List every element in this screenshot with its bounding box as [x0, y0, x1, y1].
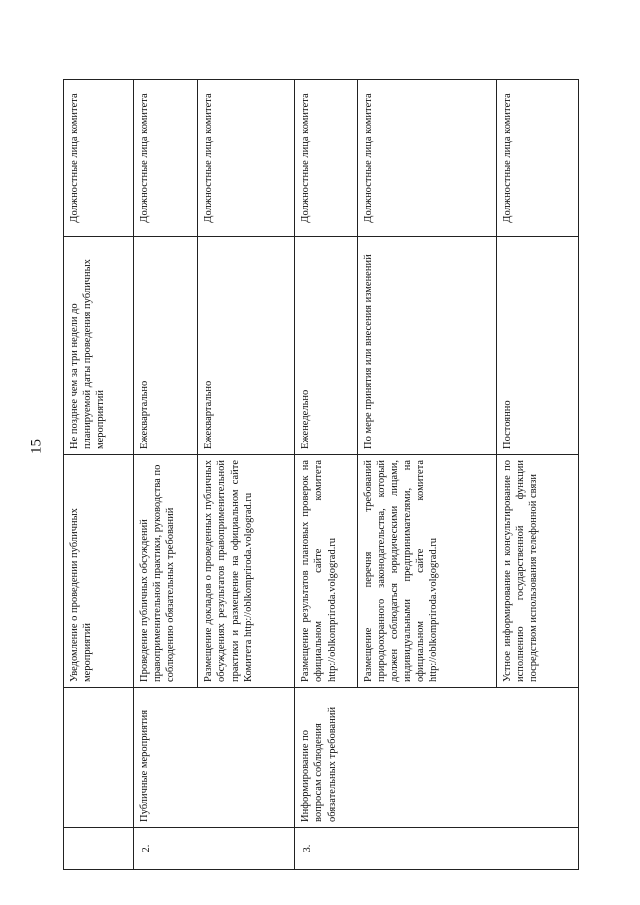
- cell-period: Ежеквартально: [133, 237, 198, 455]
- cell-period: По мере принятия или внесения изменений: [357, 237, 496, 455]
- cell-type: [64, 688, 134, 828]
- cell-responsible: Должностные лица комитета: [496, 80, 578, 237]
- table-row: [133, 80, 198, 870]
- cell-period: Постоянно: [496, 237, 578, 455]
- cell-period: Ежеквартально: [198, 237, 295, 455]
- cell-responsible: Должностные лица комитета: [295, 80, 357, 237]
- cell-type: Публичные мероприятия: [133, 688, 295, 828]
- cell-activity: Проведение публичных обсуждений правоприменительной практики, руководства по соблюдению обязательных требований: [133, 455, 198, 688]
- cell-activity: Устное информирование и консультирование по исполнению государственной функции посредством использования телефонной связи: [496, 455, 578, 688]
- cell-activity: Уведомление о проведении публичных мероприятий: [64, 455, 134, 688]
- table-row: [64, 80, 134, 870]
- rotated-table: [63, 80, 579, 870]
- cell-responsible: Должностные лица комитета: [64, 80, 134, 237]
- page-number: 15: [28, 439, 45, 454]
- cell-responsible: Должностные лица комитета: [133, 80, 198, 237]
- cell-number: 3.: [295, 828, 579, 870]
- cell-number: 2.: [133, 828, 295, 870]
- cell-activity: Размещение докладов о проведенных публичных обсуждениях результатов правоприменительной практики и размещение на официальном сайте Комитета http://oblkompriroda.volgograd.ru: [198, 455, 295, 688]
- cell-number: [64, 828, 134, 870]
- table-container: [63, 80, 579, 870]
- cell-type: Информирование по вопросам соблюдения обязательных требований: [295, 688, 579, 828]
- cell-responsible: Должностные лица комитета: [357, 80, 496, 237]
- cell-period: Еженедельно: [295, 237, 357, 455]
- prevention-plan-table: [63, 79, 579, 870]
- cell-activity: Размещение перечня требований природоохранного законодательства, который должен соблюдаться юридическими лицами, индивидуальными предпринимателями, на официальном сайте комитета http://oblkompriroda.volgograd.ru: [357, 455, 496, 688]
- table-row: [295, 80, 357, 870]
- cell-activity: Размещение результатов плановых проверок на официальном сайте комитета http://oblkompriroda.volgograd.ru: [295, 455, 357, 688]
- cell-period: Не позднее чем за три недели до планируемой даты проведения публичных мероприятий: [64, 237, 134, 455]
- cell-responsible: Должностные лица комитета: [198, 80, 295, 237]
